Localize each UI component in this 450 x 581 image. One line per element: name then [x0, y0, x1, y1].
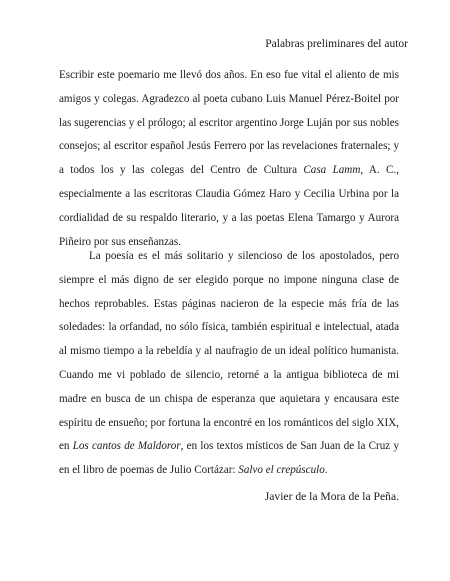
paragraph-text: , A. C., especialmente a las escritoras Claudia Gómez Haro y Cecilia Urbina por la cordialidad de su respaldo literario, y a las poetas Elena Tamargo y Aurora Piñeiro por sus enseñanzas.	[59, 164, 399, 248]
italic-title-casa-lamm: Casa Lamm	[303, 164, 361, 177]
paragraph-text: Escribir este poemario me llevó dos años. En eso fue vital el aliento de mis amigos y colegas. Agradezco al poeta cubano Luis Manuel Pérez-Boitel por las sugerencias y el prólogo; al escritor argentino Jorge Luján por sus nobles consejos; al escritor español Jesús Ferrero por las revelaciones fraternales; y a todos los y las colegas del Centro de Cultura	[59, 69, 399, 177]
paragraph-poetry	[59, 245, 399, 483]
italic-title-salvo-el-crepusculo: Salvo el crepúsculo	[238, 464, 325, 477]
paragraph-text: La poesía es el más solitario y silencioso de los apostolados, pero siempre el más digno de ser elegido porque no impone ninguna clase de hechos reprobables. Estas páginas nacieron de la especie más fría de las soledades: la orfandad, no sólo física, también espiritual e intelectual, atada al mismo tiempo a la rebeldía y al naufragio de un ideal político humanista. Cuando me vi poblado de silencio, retorné a la antigua biblioteca de mi madre en busca de un chispa de esperanza que aquietara y encausara este espíritu de ensueño; por fortuna la encontré en los románticos del siglo XIX, en	[59, 250, 399, 453]
paragraph-text: .	[324, 464, 328, 477]
author-signature: Javier de la Mora de la Peña.	[264, 490, 399, 503]
italic-title-maldoror: Los cantos de Maldoror	[72, 440, 181, 453]
paragraph-text: , en los textos místicos de San Juan de la Cruz y en el libro de poemas de Julio Cortázar:	[59, 440, 400, 477]
page-header-title: Palabras preliminares del autor	[265, 38, 408, 50]
paragraph-acknowledgments	[59, 64, 399, 254]
